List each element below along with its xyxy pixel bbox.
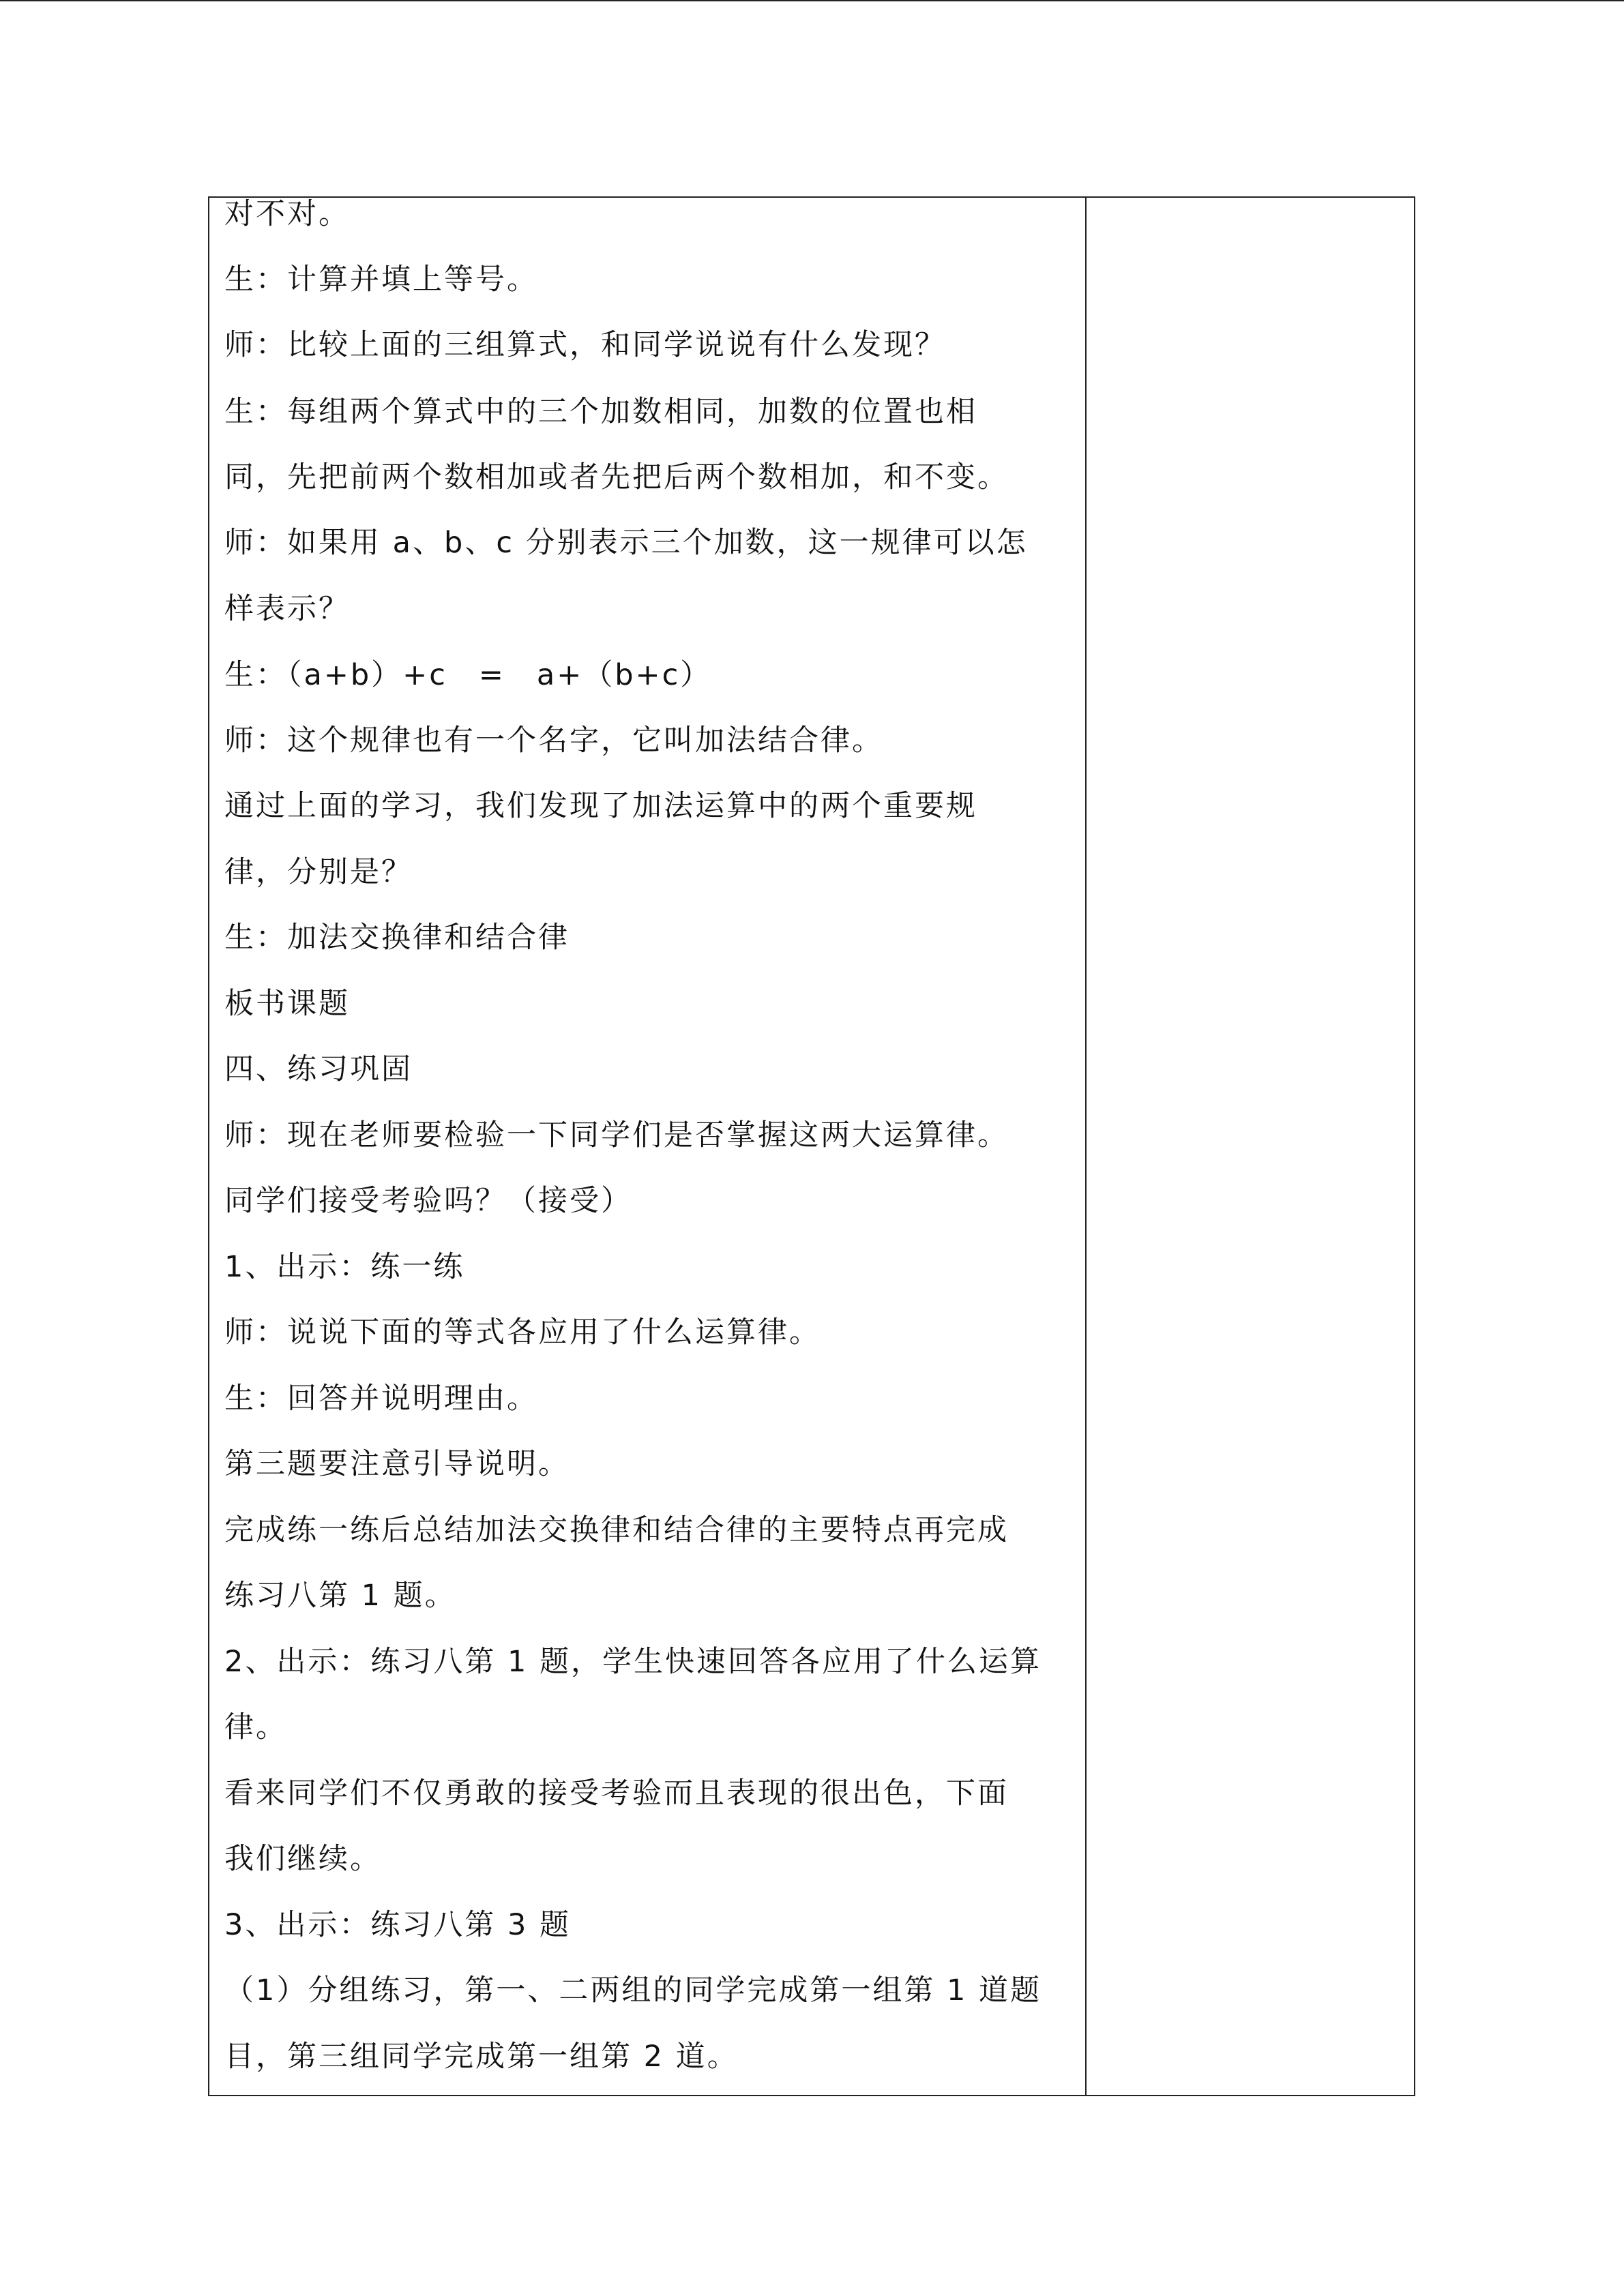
text-line: 师：现在老师要检验一下同学们是否掌握这两大运算律。	[224, 1118, 1009, 1152]
text-line: 2、出示：练习八第 1 题，学生快速回答各应用了什么运算	[224, 1644, 1042, 1679]
text-line: 完成练一练后总结加法交换律和结合律的主要特点再完成	[224, 1512, 1009, 1547]
text-line: 四、练习巩固	[224, 1052, 413, 1086]
page-top-border	[0, 0, 1624, 1]
text-line: 目，第三组同学完成第一组第 2 道。	[224, 2039, 739, 2074]
text-line: 生：每组两个算式中的三个加数相同，加数的位置也相	[224, 394, 977, 429]
lesson-plan-table	[208, 196, 1415, 2096]
text-line: 生：加法交换律和结合律	[224, 920, 570, 955]
text-line: 通过上面的学习，我们发现了加法运算中的两个重要规	[224, 788, 977, 823]
text-line: 师：比较上面的三组算式，和同学说说有什么发现？	[224, 327, 946, 362]
text-line: 第三题要注意引导说明。	[224, 1446, 570, 1481]
text-line: 1、出示：练一练	[224, 1249, 465, 1284]
text-line: 师：说说下面的等式各应用了什么运算律。	[224, 1315, 821, 1350]
text-line: 同学们接受考验吗？（接受）	[224, 1183, 632, 1218]
text-line: 律。	[224, 1710, 287, 1744]
text-line: 生：（a+b）+c = a+（b+c）	[224, 657, 712, 692]
text-line: 律，分别是？	[224, 854, 413, 889]
text-line: 我们继续。	[224, 1841, 381, 1876]
text-line: 3、出示：练习八第 3 题	[224, 1907, 572, 1942]
lesson-content-cell	[209, 198, 1087, 2095]
text-line: （1）分组练习，第一、二两组的同学完成第一组第 1 道题	[224, 1973, 1042, 2008]
text-line: 师：如果用 a、b、c 分别表示三个加数，这一规律可以怎	[224, 525, 1028, 560]
text-line: 生：计算并填上等号。	[224, 262, 538, 297]
text-line: 练习八第 1 题。	[224, 1578, 456, 1613]
text-line: 师：这个规律也有一个名字，它叫加法结合律。	[224, 723, 883, 758]
text-line: 生：回答并说明理由。	[224, 1381, 538, 1416]
text-line: 看来同学们不仅勇敢的接受考验而且表现的很出色，下面	[224, 1776, 1009, 1810]
text-line: 样表示？	[224, 591, 350, 626]
text-line: 对不对。	[224, 196, 350, 231]
notes-cell	[1087, 198, 1414, 2095]
text-line: 同，先把前两个数相加或者先把后两个数相加，和不变。	[224, 460, 1009, 494]
text-line: 板书课题	[224, 986, 350, 1021]
